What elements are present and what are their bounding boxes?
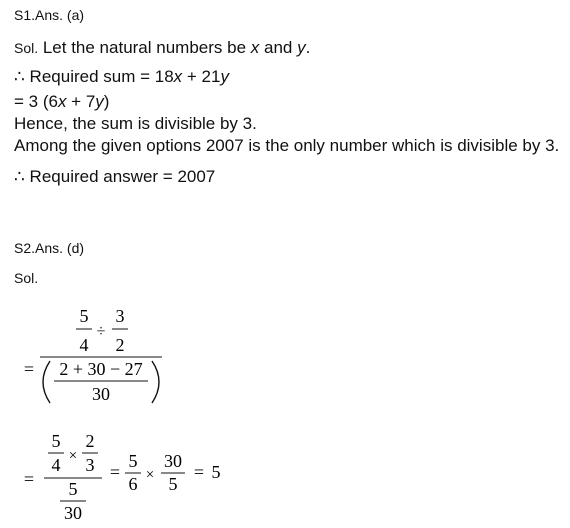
req-sum-y: y xyxy=(220,67,229,86)
therefore-icon: ∴ xyxy=(14,167,25,186)
s2-heading: S2.Ans. (d) xyxy=(14,240,85,256)
eq-close: ) xyxy=(103,92,110,111)
equation-1 xyxy=(0,300,200,410)
eq1-inner-den: 30 xyxy=(92,384,110,404)
eq2-top-a-den: 4 xyxy=(51,455,61,475)
eq-x: x xyxy=(57,92,67,111)
s1-sol-text: Let the natural numbers be xyxy=(38,38,251,57)
times-icon: × xyxy=(145,467,155,483)
answer-text: Required answer = 2007 xyxy=(24,167,216,186)
s2-sol-label: Sol. xyxy=(14,270,39,286)
eq-line: = 3 (6 xyxy=(14,92,58,111)
left-paren-icon xyxy=(43,361,50,403)
divide-icon: ÷ xyxy=(96,323,106,340)
therefore-icon: ∴ xyxy=(14,67,25,86)
eq1-num-a: 5 xyxy=(79,306,89,326)
var-y: y xyxy=(297,38,306,57)
equation-line xyxy=(14,92,109,112)
eq2-bot-den: 30 xyxy=(64,503,82,523)
s1-sol-line xyxy=(14,38,310,58)
eq2-r1-num: 5 xyxy=(128,451,138,471)
eq2-equals: = xyxy=(23,469,35,489)
among-line: Among the given options 2007 is the only number which is divisible by 3. xyxy=(14,136,560,155)
req-sum-x: x xyxy=(173,67,183,86)
eq2-r1-den: 6 xyxy=(128,474,138,494)
required-sum-line xyxy=(14,67,229,87)
required-sum-label: Required sum = 18 xyxy=(24,67,174,86)
eq-mid: + 7 xyxy=(66,92,96,111)
times-icon: × xyxy=(68,448,78,464)
hence-line: Hence, the sum is divisible by 3. xyxy=(14,114,257,133)
s1-sol-end: . xyxy=(305,38,311,57)
eq1-inner-num: 2 + 30 − 27 xyxy=(59,359,143,379)
var-x: x xyxy=(250,38,260,57)
eq2-r2-num: 30 xyxy=(164,451,182,471)
eq2-top-a-num: 5 xyxy=(51,431,61,451)
eq2-end-equals: = xyxy=(193,462,205,482)
eq-y: y xyxy=(95,92,104,111)
eq2-bot-num: 5 xyxy=(68,479,78,499)
eq1-den-b: 2 xyxy=(115,335,125,355)
eq2-result: 5 xyxy=(211,462,221,482)
equation-2 xyxy=(0,425,240,525)
eq2-top-b-den: 3 xyxy=(85,455,95,475)
answer-line xyxy=(14,167,215,187)
eq2-mid-equals: = xyxy=(109,462,121,482)
right-paren-icon xyxy=(152,361,159,403)
eq2-r2-den: 5 xyxy=(168,474,178,494)
eq1-den-a: 4 xyxy=(79,335,89,355)
s1-heading: S1.Ans. (a) xyxy=(14,7,85,23)
s1-sol-label: Sol. xyxy=(14,40,39,56)
req-sum-mid: + 21 xyxy=(182,67,221,86)
eq1-equals: = xyxy=(23,359,35,379)
s1-sol-and: and xyxy=(259,38,298,57)
eq1-num-b: 3 xyxy=(115,306,125,326)
eq2-top-b-num: 2 xyxy=(85,431,95,451)
